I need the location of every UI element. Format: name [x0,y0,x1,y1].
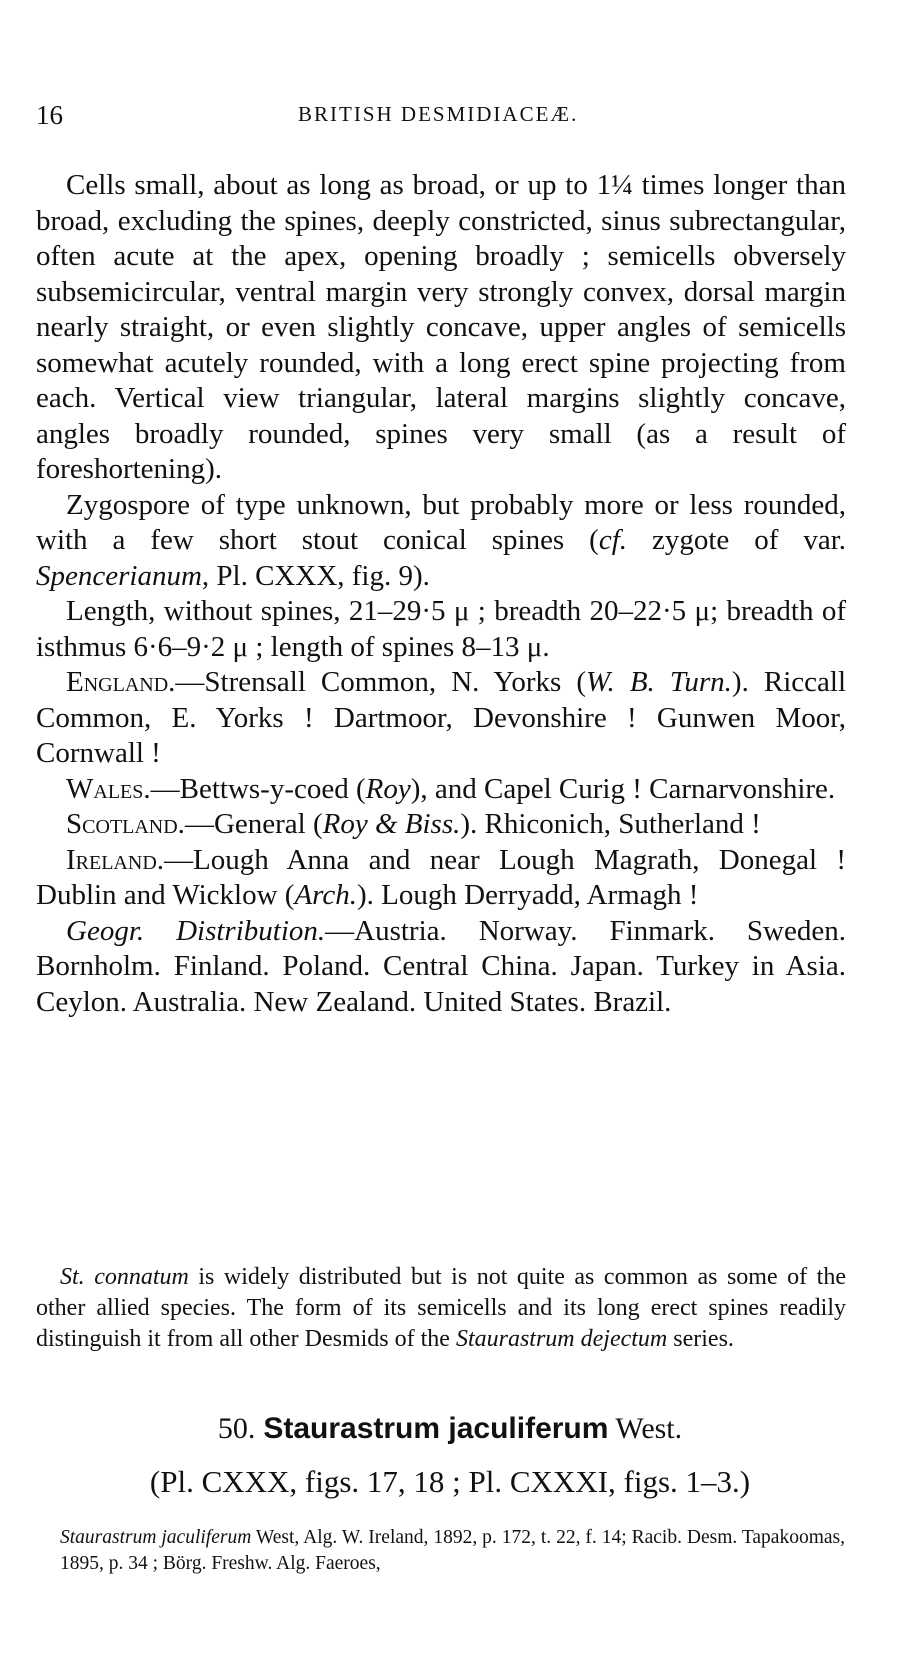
description-paragraph [36,168,846,488]
ireland-text: —Lough Anna and near Lough Magrath, Donegal ! Dublin and Wicklow ( [36,843,846,911]
measurements-text: Length, without spines, 21–29·5 μ ; breadth 20–22·5 μ; breadth of isthmus 6·6–9·2 μ ; length of spines 8–13 μ. [36,595,846,663]
wales-text: —Bettws-y-coed ( [150,772,366,805]
wales-paragraph [36,772,846,808]
main-text [36,168,846,1020]
note-series: Staurastrum dejectum [455,1326,668,1352]
ireland-text-2: ). Lough Derryadd, Armagh ! [357,879,699,911]
species-number: 50. [217,1412,256,1445]
note-species: St. connatum [60,1264,189,1290]
england-text: —Strensall Common, N. Yorks ( [175,666,587,698]
page-number: 16 [36,100,63,130]
geogr-text: —Austria. Norway. Finmark. Sweden. Bornholm. Finland. Poland. Central China. Japan. Turkey in Asia. Ceylon. Australia. New Zealand. United States. Brazil. [36,914,846,1018]
remarks-note [36,1262,846,1355]
collector-name: Roy & Biss. [322,808,461,840]
collector-name: Arch. [294,879,357,911]
zygospore-text-3: , Pl. CXXX, fig. 9). [201,559,430,592]
scotland-text: —General ( [184,808,323,840]
species-heading [0,1412,900,1446]
zygospore-text-2: zygote of var. [627,524,846,556]
region-label-england: England. [66,666,176,698]
scotland-text-2: ). Rhiconich, Sutherland ! [460,808,761,840]
zygospore-paragraph [36,488,846,595]
england-text-2: ). Riccall Common, E. Yorks ! Dartmoor, Devonshire ! Gunwen Moor, Cornwall ! [36,666,847,769]
scotland-paragraph [36,807,846,843]
collector-name: Roy [365,772,411,805]
note-text-2: series. [667,1326,734,1352]
zygospore-text: Zygospore of type unknown, but probably more or less rounded, with a few short stout conical spines ( [36,488,846,556]
note-text: is widely distributed but is not quite as common as some of the other allied species. The form of its semicells and its long erect spines readily distinguish it from all other Desmids of the [36,1264,846,1352]
synonym-name: Staurastrum jaculiferum [60,1527,252,1548]
synonymy [60,1525,845,1577]
page-header [36,100,860,130]
cf-abbrev: cf. [598,524,628,556]
england-paragraph [36,665,846,772]
geographic-distribution-paragraph [36,914,846,1021]
collector-name: W. B. Turn. [586,666,732,698]
measurements-paragraph [36,594,846,665]
region-label-wales: Wales. [66,772,151,805]
species-author: West. [615,1412,683,1445]
synonym-text: West, Alg. W. Ireland, 1892, p. 172, t. 22, f. 14; Racib. Desm. Tapakoomas, 1895, p. 34 ; Börg. Freshw. Alg. Faeroes, [60,1527,846,1574]
variety-name: Spencerianum [36,559,202,592]
region-label-ireland: Ireland. [66,843,165,876]
plate-references: (Pl. CXXX, figs. 17, 18 ; Pl. CXXXI, figs. 1–3.) [149,1464,751,1499]
running-head: BRITISH DESMIDIACEÆ. [298,102,579,126]
ireland-paragraph [36,843,846,914]
description-text: Cells small, about as long as broad, or up to 1¼ times longer than broad, excluding the spines, deeply constricted, sinus subrectangular, often acute at the apex, opening broadly ; semicells obversely subsemicircular, ventral margin very strongly convex, dorsal margin nearly straight, or even slightly concave, upper angles of semicells somewhat acutely rounded, with a long erect spine projecting from each. Vertical view triangular, lateral margins slightly concave, angles broadly rounded, spines very small (as a result of foreshortening). [36,169,846,485]
wales-text-2: ), and Capel Curig ! Carnarvonshire. [410,772,836,805]
geogr-label: Geogr. Distribution. [66,914,326,947]
species-name: Staurastrum jaculiferum [263,1412,609,1445]
region-label-scotland: Scotland. [66,808,185,840]
